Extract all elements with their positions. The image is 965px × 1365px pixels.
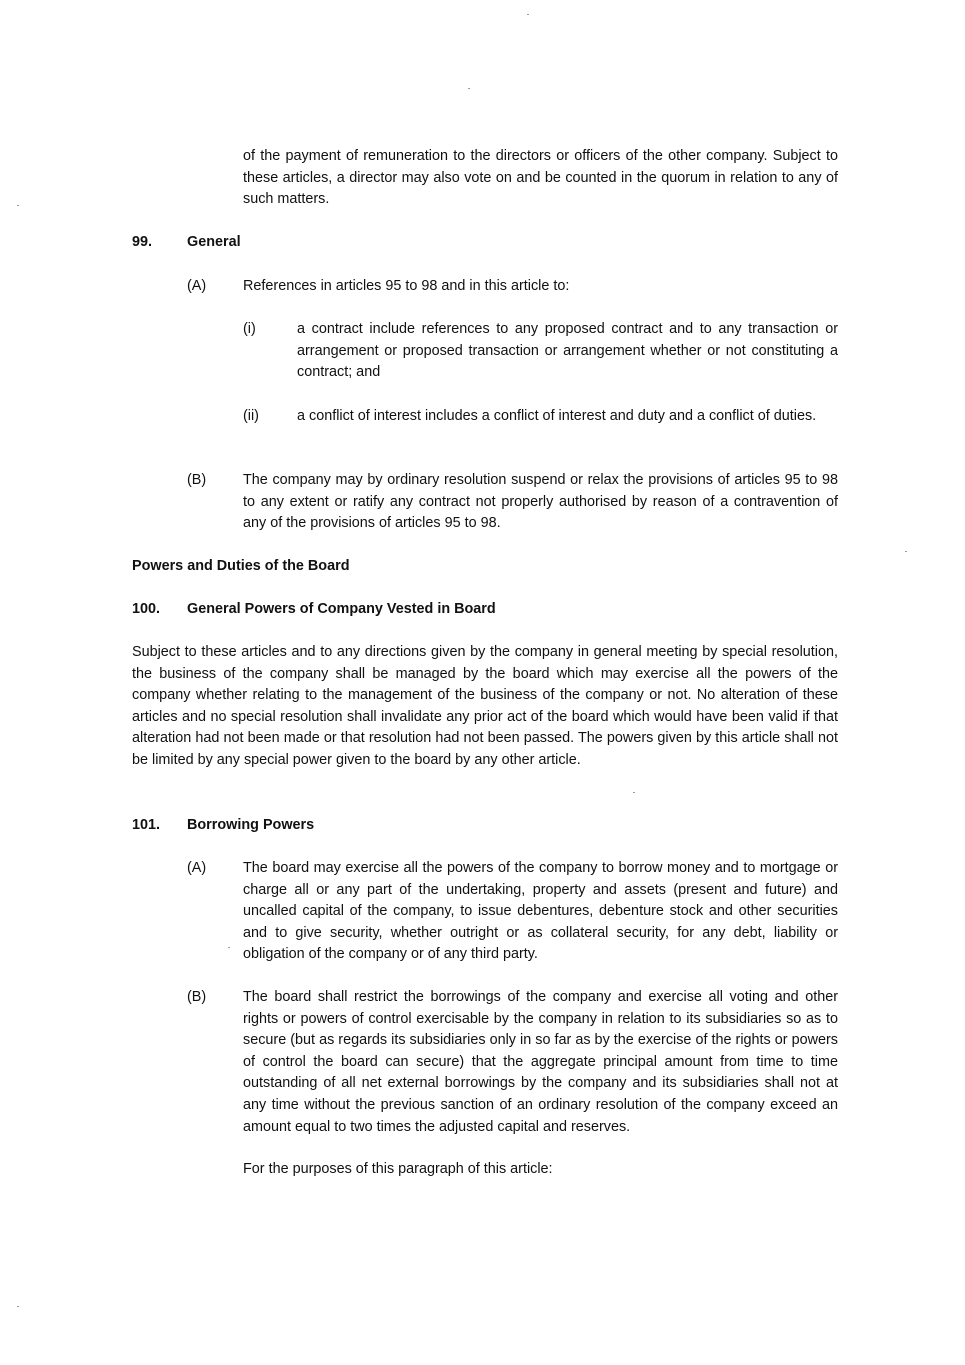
scan-speck [228, 947, 230, 948]
article-99-number: 99. [132, 234, 153, 250]
scan-speck [17, 205, 19, 206]
article-99-a-i-text: a contract include references to any proposed contract and to any transaction or arrangement or proposed transaction or arrangement whether or not constituting a contract; and [297, 321, 838, 381]
section-heading: Powers and Duties of the Board [132, 558, 350, 574]
scan-speck [17, 1306, 19, 1307]
scan-speck [633, 792, 635, 793]
scan-speck [527, 14, 529, 15]
article-99-b-text: The company may by ordinary resolution suspend or relax the provisions of articles 95 to 98 to any extent or ratify any contract not properly authorised by reason of a contravention of any of the provisions of articles 95 to 98. [243, 472, 838, 532]
article-101-b-text: The board shall restrict the borrowings of the company and exercise all voting and other rights or powers of control exercisable by the company in relation to its subsidiaries so as to secure (but as regards its subsidiaries only in so far as by the exercise of the rights or powers of control the board can secure) that the aggregate principal amount from time to time outstanding of all net external borrowings by the company and its subsidiaries shall not at any time without the previous sanction of an ordinary resolution of the company exceed an amount equal to two times the adjusted capital and reserves. [243, 989, 838, 1135]
article-99-b-label: (B) [187, 472, 207, 488]
article-100-text: Subject to these articles and to any directions given by the company in general meeting by special resolution, the business of the company shall be managed by the board which may exercise all the powers of the company whether relating to the management of the business of the company or not. No alteration of these articles and no special resolution shall invalidate any prior act of the board which would have been valid if that alteration had not been made or that resolution had not been passed. The powers given by this article shall not be limited by any special power given to the board by any other article. [132, 644, 838, 768]
article-99-a-i-label: (i) [243, 321, 256, 337]
article-101-b-followup: For the purposes of this paragraph of this article: [243, 1161, 553, 1177]
article-99-a-ii-label: (ii) [243, 408, 259, 424]
article-101-a-text: The board may exercise all the powers of the company to borrow money and to mortgage or charge all or any part of the undertaking, property and assets (present and future) and uncalled capital of the company, to issue debentures, debenture stock and other securities and to give security, whether outright or as collateral security, for any debt, liability or obligation of the company or of any third party. [243, 860, 838, 963]
scan-speck [468, 88, 470, 89]
article-101-b-label: (B) [187, 989, 207, 1005]
article-99-a-text: References in articles 95 to 98 and in this article to: [243, 278, 570, 294]
article-100-number: 100. [132, 601, 161, 617]
intro-paragraph: of the payment of remuneration to the directors or officers of the other company. Subject to these articles, a director may also vote on and be counted in the quorum in relation to any of such matters. [243, 148, 838, 208]
scan-speck [905, 551, 907, 552]
article-101-number: 101. [132, 817, 161, 833]
article-99-a-ii-text: a conflict of interest includes a conflict of interest and duty and a conflict of duties. [297, 408, 817, 424]
article-99-a-label: (A) [187, 278, 207, 294]
article-100-title: General Powers of Company Vested in Board [187, 601, 496, 617]
article-101-title: Borrowing Powers [187, 817, 315, 833]
article-99-title: General [187, 234, 241, 250]
article-101-a-label: (A) [187, 860, 207, 876]
